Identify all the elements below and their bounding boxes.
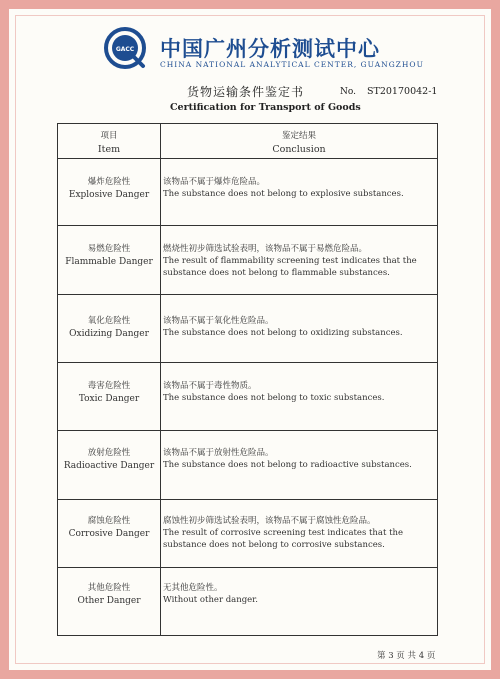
conclusion-oxidizing: 该物品不属于氧化性危险品。 The substance does not belong to oxidizing substances. bbox=[163, 316, 403, 338]
conclusion-other: 无其他危险性。 Without other danger. bbox=[163, 583, 258, 605]
certificate-number: ST20170042-1 bbox=[367, 86, 438, 97]
row-divider bbox=[58, 225, 437, 226]
item-toxic: 毒害危险性 Toxic Danger bbox=[78, 381, 140, 404]
row-divider bbox=[58, 158, 437, 159]
certificate-number-label: No. bbox=[340, 87, 356, 97]
conclusion-toxic: 该物品不属于毒性物质。 The substance does not belong to toxic substances. bbox=[163, 381, 385, 403]
item-explosive: 爆炸危险性 Explosive Danger bbox=[68, 177, 150, 200]
certification-table bbox=[57, 123, 438, 636]
row-divider bbox=[58, 567, 437, 568]
conclusion-radioactive: 该物品不属于放射性危险品。 The substance does not belong to radioactive substances. bbox=[163, 448, 412, 470]
column-divider bbox=[160, 124, 161, 635]
document-title-cn: 货物运输条件鉴定书 bbox=[187, 85, 305, 99]
organization-name-en: CHINA NATIONAL ANALYTICAL CENTER, GUANGZHOU bbox=[160, 60, 424, 69]
item-oxidizing: 氧化危险性 Oxidizing Danger bbox=[69, 316, 149, 339]
page-number: 第 3 页 共 4 页 bbox=[377, 651, 436, 661]
row-divider bbox=[58, 362, 437, 363]
gacc-logo-icon bbox=[103, 26, 147, 70]
item-other: 其他危险性 Other Danger bbox=[77, 583, 141, 606]
organization-name-cn: 中国广州分析测试中心 bbox=[160, 37, 380, 61]
item-flammable: 易燃危险性 Flammable Danger bbox=[65, 244, 153, 267]
row-divider bbox=[58, 294, 437, 295]
item-radioactive: 放射危险性 Radioactive Danger bbox=[63, 448, 155, 471]
header-item: 项目 Item bbox=[97, 131, 121, 155]
row-divider bbox=[58, 499, 437, 500]
conclusion-explosive: 该物品不属于爆炸危险品。 The substance does not belong to explosive substances. bbox=[163, 177, 404, 199]
document-title-en: Certification for Transport of Goods bbox=[170, 102, 361, 113]
row-divider bbox=[58, 430, 437, 431]
header-conclusion: 鉴定结果 Conclusion bbox=[272, 131, 326, 155]
item-corrosive: 腐蚀危险性 Corrosive Danger bbox=[68, 516, 150, 539]
logo-text: GACC bbox=[115, 46, 135, 53]
conclusion-flammable: 燃烧性初步筛选试验表明，该物品不属于易燃危险品。 The result of flammability screening test indicates that the substance does not belong to flammable substances. bbox=[163, 244, 417, 278]
conclusion-corrosive: 腐蚀性初步筛选试验表明，该物品不属于腐蚀性危险品。 The result of corrosive screening test indicates that the substance does not belong to corrosive substances. bbox=[163, 516, 404, 550]
